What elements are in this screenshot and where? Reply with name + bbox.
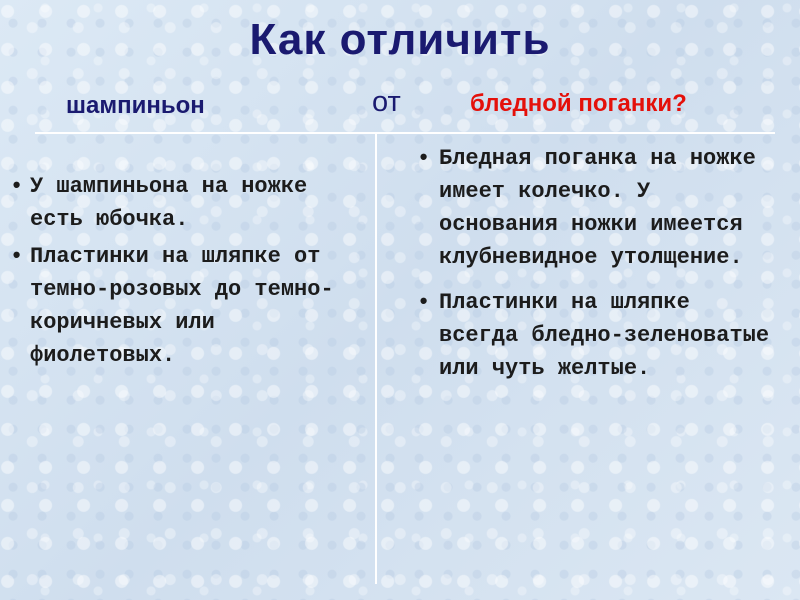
bullet-icon: • bbox=[417, 146, 431, 171]
list-item bbox=[10, 170, 355, 236]
bullet-icon: • bbox=[10, 174, 24, 199]
list-item bbox=[10, 240, 355, 372]
list-item-text: Пластинки на шляпке от темно-розовых до темно-коричневых или фиолетовых. bbox=[30, 244, 334, 368]
champignon-facts-list bbox=[10, 170, 355, 376]
horizontal-divider bbox=[35, 132, 775, 134]
subtitle-champignon: шампиньон bbox=[66, 92, 205, 119]
list-item bbox=[417, 286, 782, 385]
bullet-icon: • bbox=[417, 290, 431, 315]
death-cap-facts-list bbox=[417, 142, 782, 397]
slide-title: Как отличить bbox=[249, 15, 551, 64]
list-item-text: Бледная поганка на ножке имеет колечко. У основания ножки имеется клубневидное утолщение. bbox=[439, 146, 756, 270]
subtitle-from: от bbox=[372, 86, 401, 118]
list-item-text: Пластинки на шляпке всегда бледно-зеленоватые или чуть желтые. bbox=[439, 290, 770, 381]
list-item-text: У шампиньона на ножке есть юбочка. bbox=[30, 174, 308, 232]
vertical-divider bbox=[375, 134, 377, 584]
subtitle-row bbox=[0, 86, 800, 126]
subtitle-death-cap: бледной поганки? bbox=[470, 90, 687, 117]
bullet-icon: • bbox=[10, 244, 24, 269]
list-item bbox=[417, 142, 782, 274]
